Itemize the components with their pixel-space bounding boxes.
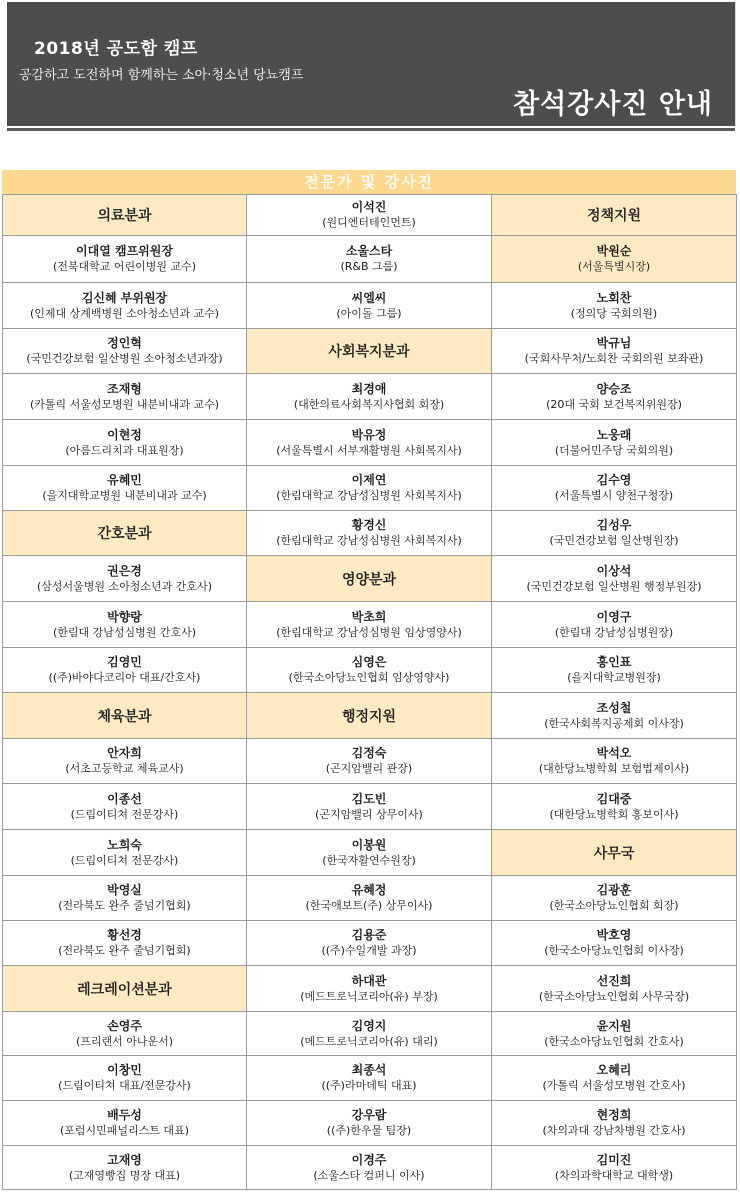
speaker-cell xyxy=(3,556,247,602)
speaker-name: 이창민 xyxy=(107,1063,142,1077)
speaker-name: 김신혜 부위원장 xyxy=(81,290,168,305)
speaker-affiliation: ((주)한우물 팀장) xyxy=(326,1124,412,1137)
speaker-affiliation: (한국사회복지공제회 이사장) xyxy=(544,716,684,730)
speaker-name: 유혜민 xyxy=(107,473,142,487)
speaker-cell xyxy=(492,784,737,830)
table-row xyxy=(3,374,737,420)
speaker-cell xyxy=(247,1012,492,1056)
speaker-affiliation: (한림대학교 강남성심병원 임상영양사) xyxy=(276,625,462,639)
speaker-name: 박규님 xyxy=(596,336,632,350)
speaker-cell xyxy=(3,921,247,966)
speaker-name: 이대열 캠프위원장 xyxy=(76,244,173,258)
speaker-name: 노회찬 xyxy=(596,290,632,305)
speaker-affiliation: (소울스타 컴퍼니 이사) xyxy=(313,1168,425,1182)
speaker-name: 씨엘씨 xyxy=(351,290,387,305)
speaker-cell xyxy=(3,876,247,921)
speaker-cell xyxy=(3,739,247,784)
table-row xyxy=(3,693,737,739)
speaker-cell xyxy=(3,466,247,511)
table-row xyxy=(3,602,737,648)
table-row xyxy=(3,966,737,1012)
speaker-affiliation: (드림이티쳐 전문강사) xyxy=(70,807,179,821)
category-header-cell: 사무국 xyxy=(492,830,737,876)
speaker-name: 박초희 xyxy=(351,609,387,624)
speaker-cell xyxy=(492,1146,737,1190)
speaker-affiliation: ((주)바야다코리아 대표/간호사) xyxy=(48,671,201,684)
speaker-name: 이봉원 xyxy=(351,837,387,852)
speaker-cell xyxy=(3,283,247,329)
speaker-affiliation: (한국소아당뇨인협회 임상영양사) xyxy=(288,671,450,684)
speaker-affiliation: (서울특별시 서부재활병원 사회복지사) xyxy=(276,443,462,457)
speaker-cell xyxy=(247,739,492,784)
speaker-affiliation: (포럼시민패널리스트 대표) xyxy=(60,1124,189,1137)
speaker-affiliation: (한국자활연수원장) xyxy=(322,853,416,867)
speaker-cell xyxy=(492,648,737,693)
speaker-affiliation: (드림이티쳐 전문강사) xyxy=(70,853,179,867)
speaker-name: 현정희 xyxy=(596,1108,632,1122)
speaker-name: 이제연 xyxy=(351,473,387,487)
speaker-cell xyxy=(492,693,737,739)
speaker-cell xyxy=(247,784,492,830)
speaker-affiliation: (한림대 강남성심병원 간호사) xyxy=(52,625,197,639)
speaker-affiliation: ((주)라마데틱 대표) xyxy=(321,1079,417,1092)
speaker-affiliation: (곤지암밸리 관장) xyxy=(325,762,413,775)
speaker-name: 홍인표 xyxy=(596,655,632,669)
speaker-name: 황경신 xyxy=(351,518,387,532)
speaker-affiliation: (프리랜서 아나운서) xyxy=(75,1034,174,1048)
speaker-name: 김용준 xyxy=(351,928,387,942)
speaker-name: 김도빈 xyxy=(351,791,387,806)
speaker-name: 심영은 xyxy=(351,655,387,669)
speaker-name: 노웅래 xyxy=(596,427,632,442)
speaker-cell xyxy=(247,648,492,693)
table-row xyxy=(3,876,737,921)
speaker-cell xyxy=(247,466,492,511)
table-row xyxy=(3,784,737,830)
speaker-cell xyxy=(492,921,737,966)
speaker-affiliation: (인제대 상계백병원 소아청소년과 교수) xyxy=(29,306,220,320)
speaker-cell xyxy=(3,1101,247,1146)
speaker-cell xyxy=(492,283,737,329)
speaker-cell xyxy=(492,1101,737,1146)
speaker-affiliation: (대한당뇨병학회 보험법제이사) xyxy=(538,762,690,775)
speaker-cell xyxy=(3,602,247,648)
speaker-affiliation: (전라북도 완주 줄넘기협회) xyxy=(58,899,191,912)
speaker-cell xyxy=(247,830,492,876)
page-title: 참석강사진 안내 xyxy=(513,89,713,120)
speaker-cell xyxy=(247,876,492,921)
speaker-affiliation: (차의과대 강남차병원 간호사) xyxy=(542,1124,686,1137)
speaker-affiliation: (을지대학교병원장) xyxy=(567,671,661,684)
table-row xyxy=(3,830,737,876)
speaker-name: 하대관 xyxy=(351,973,387,988)
speaker-cell xyxy=(3,648,247,693)
speaker-name: 김영민 xyxy=(107,655,142,669)
speaker-cell xyxy=(492,374,737,420)
section-title-bar: 전문가 및 강사진 xyxy=(2,170,736,194)
speaker-affiliation: (메드트로닉코리아(유) 대리) xyxy=(300,1034,438,1048)
speaker-name: 정인혁 xyxy=(107,336,142,350)
speaker-name: 최종석 xyxy=(351,1063,387,1077)
speaker-name: 박영실 xyxy=(107,883,142,897)
speaker-cell xyxy=(3,236,247,283)
speaker-affiliation: (카톨릭 서울성모병원 내분비내과 교수) xyxy=(29,397,220,411)
speaker-cell xyxy=(492,420,737,466)
speaker-affiliation: (정의당 국회의원) xyxy=(570,306,658,320)
speaker-cell xyxy=(247,921,492,966)
speaker-cell xyxy=(3,420,247,466)
speaker-name: 이석진 xyxy=(351,200,387,214)
speaker-cell xyxy=(247,236,492,283)
speaker-name: 양승조 xyxy=(596,381,632,396)
category-header-cell: 사회복지분과 xyxy=(247,329,492,374)
speaker-name: 윤지원 xyxy=(596,1018,632,1033)
speaker-name: 조성철 xyxy=(596,700,632,715)
speaker-name: 김정숙 xyxy=(351,746,387,760)
speaker-name: 박호영 xyxy=(596,928,632,942)
speaker-cell xyxy=(492,1012,737,1056)
speaker-cell xyxy=(3,374,247,420)
table-row xyxy=(3,1101,737,1146)
speaker-affiliation: (한국애보트(주) 상무이사) xyxy=(305,899,433,912)
speaker-name: 김성우 xyxy=(596,518,632,532)
speaker-affiliation: (삼성서울병원 소아청소년과 간호사) xyxy=(37,579,212,593)
speaker-name: 조재형 xyxy=(107,381,142,396)
table-row xyxy=(3,1146,737,1190)
speaker-name: 황선경 xyxy=(107,928,142,942)
speaker-cell xyxy=(247,420,492,466)
speaker-name: 김미진 xyxy=(596,1152,632,1167)
speaker-cell xyxy=(247,283,492,329)
speaker-name: 안자희 xyxy=(107,746,142,760)
speaker-affiliation: (드림이티쳐 대표/전문강사) xyxy=(58,1079,191,1092)
speaker-name: 오혜리 xyxy=(596,1063,632,1077)
speaker-name: 소울스타 xyxy=(345,244,393,258)
speaker-affiliation: (국민건강보험 일산병원 소아청소년과장) xyxy=(26,352,223,365)
speaker-affiliation: (가톨릭 서울성모병원 간호사) xyxy=(542,1079,686,1092)
speaker-cell xyxy=(247,195,492,236)
banner-divider xyxy=(7,128,735,131)
speaker-affiliation: (R&B 그룹) xyxy=(340,260,398,273)
table-row xyxy=(3,1056,737,1101)
table-row xyxy=(3,283,737,329)
speaker-name: 이영구 xyxy=(596,609,632,624)
speaker-cell xyxy=(492,329,737,374)
speaker-affiliation: (서울특별시 양천구청장) xyxy=(554,489,674,502)
speaker-cell xyxy=(247,1101,492,1146)
speaker-affiliation: (한국소아당뇨인협회 이사장) xyxy=(544,944,684,957)
table-row xyxy=(3,1012,737,1056)
speaker-cell xyxy=(247,511,492,556)
speaker-affiliation: (서초고등학교 체육교사) xyxy=(65,762,184,775)
speaker-name: 김영지 xyxy=(351,1018,387,1033)
category-header-cell: 의료분과 xyxy=(3,195,247,236)
speaker-name: 박유정 xyxy=(351,427,387,442)
speaker-affiliation: (아름드리치과 대표원장) xyxy=(65,443,184,457)
speaker-name: 유혜정 xyxy=(351,883,387,897)
speaker-cell xyxy=(247,602,492,648)
speaker-affiliation: (곤지암밸리 상무이사) xyxy=(315,807,423,821)
speaker-affiliation: (20대 국회 보건복지위원장) xyxy=(546,397,682,411)
speaker-name: 이상석 xyxy=(596,563,632,578)
table-row xyxy=(3,556,737,602)
speaker-name: 강우람 xyxy=(351,1108,387,1122)
table-row xyxy=(3,739,737,784)
speaker-affiliation: (한국소아당뇨인협회 회장) xyxy=(549,899,679,912)
speaker-name: 최경애 xyxy=(351,381,387,396)
speaker-cell xyxy=(247,1056,492,1101)
speaker-affiliation: (원디엔터테인먼트) xyxy=(322,216,416,229)
speaker-cell xyxy=(492,511,737,556)
speaker-name: 이현정 xyxy=(107,427,142,442)
category-header-cell: 정책지원 xyxy=(492,195,737,236)
speaker-name: 배두성 xyxy=(107,1108,142,1122)
speaker-name: 박향랑 xyxy=(107,609,142,624)
table-row xyxy=(3,329,737,374)
speaker-cell xyxy=(492,466,737,511)
speaker-name: 김광훈 xyxy=(596,883,632,897)
speaker-cell xyxy=(247,1146,492,1190)
speaker-affiliation: (서울특별시장) xyxy=(577,260,651,273)
speaker-name: 이경주 xyxy=(351,1152,387,1167)
speaker-name: 박원순 xyxy=(596,244,632,258)
speaker-name: 고재영 xyxy=(107,1152,142,1167)
table-row xyxy=(3,648,737,693)
speaker-affiliation: (전라북도 완주 줄넘기협회) xyxy=(58,944,191,957)
speaker-affiliation: (메드트로닉코리아(유) 부장) xyxy=(300,989,438,1003)
category-header-cell: 행정지원 xyxy=(247,693,492,739)
speaker-cell xyxy=(3,1146,247,1190)
speaker-name: 김대중 xyxy=(596,791,632,806)
speaker-cell xyxy=(492,602,737,648)
table-row xyxy=(3,195,737,236)
speaker-affiliation: ((주)수일개발 과장) xyxy=(321,944,417,957)
speaker-cell xyxy=(247,374,492,420)
speaker-affiliation: (한국소아당뇨인협회 간호사) xyxy=(544,1034,684,1048)
header-banner xyxy=(7,2,736,126)
table-row xyxy=(3,420,737,466)
speaker-affiliation: (국민건강보험 일산병원장) xyxy=(549,534,679,547)
speaker-cell xyxy=(492,556,737,602)
speaker-cell xyxy=(492,876,737,921)
speaker-cell xyxy=(3,830,247,876)
speaker-affiliation: (한림대학교 강남성심병원 사회복지사) xyxy=(276,534,462,547)
speaker-name: 노희숙 xyxy=(107,837,142,852)
table-row xyxy=(3,921,737,966)
category-header-cell: 레크레이션분과 xyxy=(3,966,247,1012)
speaker-affiliation: (고재영빵집 명장 대표) xyxy=(68,1168,181,1182)
speaker-affiliation: (한림대 강남성심병원장) xyxy=(554,625,674,639)
speaker-affiliation: (한국소아당뇨인협회 사무국장) xyxy=(538,989,690,1003)
speaker-name: 이종선 xyxy=(107,791,142,806)
speaker-affiliation: (국회사무처/노회찬 국회의원 보좌관) xyxy=(524,352,704,365)
table-row xyxy=(3,511,737,556)
speaker-cell xyxy=(492,1056,737,1101)
speaker-cell xyxy=(3,1012,247,1056)
speaker-cell xyxy=(492,966,737,1012)
table-row xyxy=(3,466,737,511)
speaker-cell xyxy=(3,784,247,830)
speaker-affiliation: (대한당뇨병학회 홍보이사) xyxy=(549,807,679,821)
category-header-cell: 체육분과 xyxy=(3,693,247,739)
camp-year-title: 2018년 공도함 캠프 xyxy=(34,39,198,59)
speaker-name: 선진희 xyxy=(596,973,632,988)
speaker-affiliation: (을지대학교병원 내분비내과 교수) xyxy=(42,489,207,502)
speaker-name: 권은경 xyxy=(107,563,142,578)
speaker-affiliation: (전북대학교 어린이병원 교수) xyxy=(52,260,197,273)
speaker-affiliation: (국민건강보험 일산병원 행정부원장) xyxy=(526,579,702,593)
category-header-cell: 영양분과 xyxy=(247,556,492,602)
speaker-cell xyxy=(492,739,737,784)
speaker-cell xyxy=(3,329,247,374)
speaker-cell xyxy=(492,236,737,283)
speaker-affiliation: (한림대학교 강남성심병원 사회복지사) xyxy=(276,489,462,502)
speaker-name: 박석오 xyxy=(596,746,632,760)
speaker-name: 김수영 xyxy=(596,473,632,487)
camp-slogan: 공감하고 도전하며 함께하는 소아·청소년 당뇨캠프 xyxy=(19,68,304,83)
speaker-affiliation: (더불어민주당 국회의원) xyxy=(554,443,674,457)
table-row xyxy=(3,236,737,283)
category-header-cell: 간호분과 xyxy=(3,511,247,556)
speaker-cell xyxy=(247,966,492,1012)
speaker-affiliation: (아이돌 그룹) xyxy=(336,306,402,320)
speaker-affiliation: (대한의료사회복지사협회 회장) xyxy=(293,397,445,411)
speaker-table xyxy=(2,194,737,1190)
speaker-cell xyxy=(3,1056,247,1101)
speaker-name: 손영주 xyxy=(107,1018,142,1033)
speaker-affiliation: (차의과학대학교 대학생) xyxy=(554,1168,674,1182)
